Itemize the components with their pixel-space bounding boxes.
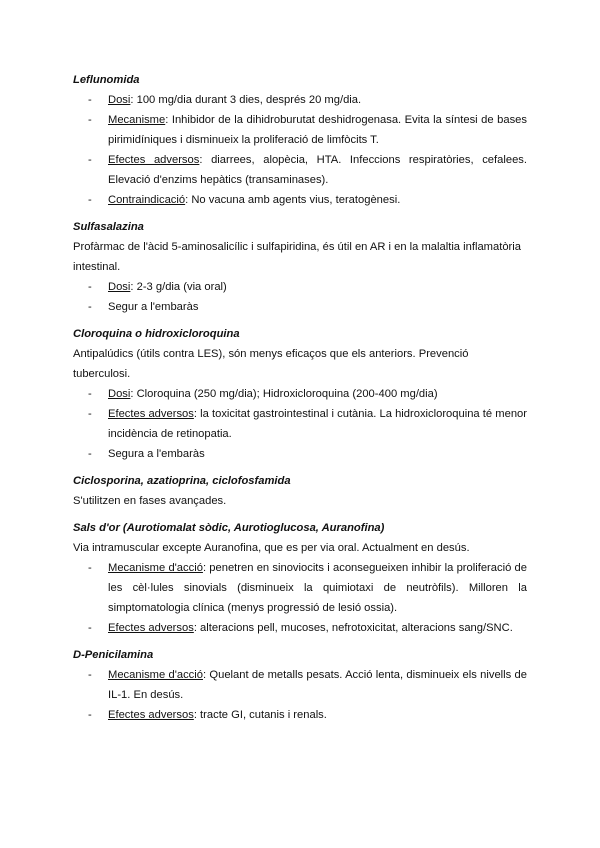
bullet-list	[73, 384, 527, 464]
section-sulfasalazina	[73, 217, 527, 317]
item-label: Mecanisme d'acció	[108, 669, 203, 681]
list-item	[73, 190, 527, 210]
list-item	[73, 90, 527, 110]
section-title: D-Penicilamina	[73, 649, 154, 661]
bullet-dash: -	[88, 408, 92, 420]
item-text: Segura a l'embaràs	[108, 448, 205, 460]
item-text: : 2-3 g/dia (via oral)	[130, 281, 227, 293]
bullet-dash: -	[88, 154, 92, 166]
item-text: : tracte GI, cutanis i renals.	[193, 709, 327, 721]
list-item	[73, 277, 527, 297]
list-item	[73, 404, 527, 444]
item-label: Contraindicació	[108, 194, 186, 206]
item-label: Efectes adversos	[108, 154, 200, 166]
list-item	[73, 297, 527, 317]
section-sals-dor	[73, 518, 527, 638]
item-label: Efectes adversos	[108, 709, 194, 721]
item-text: : alteracions pell, mucoses, nefrotoxicitat, alteracions sang/SNC.	[193, 622, 513, 634]
item-label: Dosi	[108, 388, 131, 400]
item-label: Mecanisme d'acció	[108, 562, 203, 574]
item-text: : 100 mg/dia durant 3 dies, després 20 mg/dia.	[130, 94, 362, 106]
item-text: : Quelant de metalls pesats. Acció lenta, disminueix els nivells de IL-1. En desús.	[108, 669, 527, 701]
list-item	[73, 705, 527, 725]
list-item	[73, 150, 527, 190]
list-item	[73, 618, 527, 638]
bullet-dash: -	[88, 388, 92, 400]
section-intro: Profàrmac de l'àcid 5-aminosalicílic i sulfapiridina, és útil en AR i en la malaltia inflamatòria intestinal.	[73, 241, 521, 273]
item-text: : la toxicitat gastrointestinal i cutània. La hidroxicloroquina té menor incidència de retinopatia.	[108, 408, 527, 440]
item-text: : penetren en sinoviocits i aconsegueixen inhibir la proliferació de les cèl·lules sinovials (disminueix la quimiotaxi de neutròfils). Milloren la simptomatologia clínica (menys progressió de lesió ossia).	[108, 562, 527, 614]
bullet-dash: -	[88, 669, 92, 681]
bullet-dash: -	[88, 448, 92, 460]
item-label: Mecanisme	[108, 114, 166, 126]
bullet-dash: -	[88, 709, 92, 721]
list-item	[73, 384, 527, 404]
section-intro: Antipalúdics (útils contra LES), són menys eficaços que els anteriors. Prevenció tuberculosi.	[73, 348, 469, 380]
bullet-dash: -	[88, 114, 92, 126]
bullet-dash: -	[88, 562, 92, 574]
bullet-list	[73, 277, 527, 317]
bullet-list	[73, 558, 527, 638]
item-text: : No vacuna amb agents vius, teratogènesi.	[185, 194, 401, 206]
bullet-dash: -	[88, 281, 92, 293]
list-item	[73, 444, 527, 464]
item-label: Dosi	[108, 281, 131, 293]
item-text: : Inhibidor de la dihidroburutat deshidrogenasa. Evita la síntesi de bases pirimidíniques i disminueix la proliferació de limfòcits T.	[108, 114, 527, 146]
list-item	[73, 558, 527, 618]
list-item	[73, 110, 527, 150]
item-label: Dosi	[108, 94, 131, 106]
bullet-list	[73, 90, 527, 210]
list-item	[73, 665, 527, 705]
item-text: Segur a l'embaràs	[108, 301, 199, 313]
section-title: Sulfasalazina	[73, 221, 144, 233]
item-label: Efectes adversos	[108, 622, 194, 634]
bullet-dash: -	[88, 94, 92, 106]
section-d-penicilamina	[73, 645, 527, 725]
section-leflunomida	[73, 70, 527, 210]
section-title: Sals d'or (Aurotiomalat sòdic, Aurotioglucosa, Auranofina)	[73, 522, 385, 534]
bullet-dash: -	[88, 622, 92, 634]
section-ciclosporina	[73, 471, 527, 511]
section-title: Ciclosporina, azatioprina, ciclofosfamida	[73, 475, 291, 487]
section-intro: Via intramuscular excepte Auranofina, que es per via oral. Actualment en desús.	[73, 542, 470, 554]
bullet-dash: -	[88, 301, 92, 313]
section-cloroquina	[73, 324, 527, 464]
section-title: Cloroquina o hidroxicloroquina	[73, 328, 240, 340]
item-text: : Cloroquina (250 mg/dia); Hidroxicloroquina (200-400 mg/dia)	[130, 388, 438, 400]
bullet-list	[73, 665, 527, 725]
section-title: Leflunomida	[73, 74, 140, 86]
item-label: Efectes adversos	[108, 408, 194, 420]
document-body	[73, 70, 527, 732]
item-text: : diarrees, alopècia, HTA. Infeccions respiratòries, cefalees. Elevació d'enzims hepàtics (transaminases).	[108, 154, 527, 186]
section-intro: S'utilitzen en fases avançades.	[73, 495, 227, 507]
bullet-dash: -	[88, 194, 92, 206]
